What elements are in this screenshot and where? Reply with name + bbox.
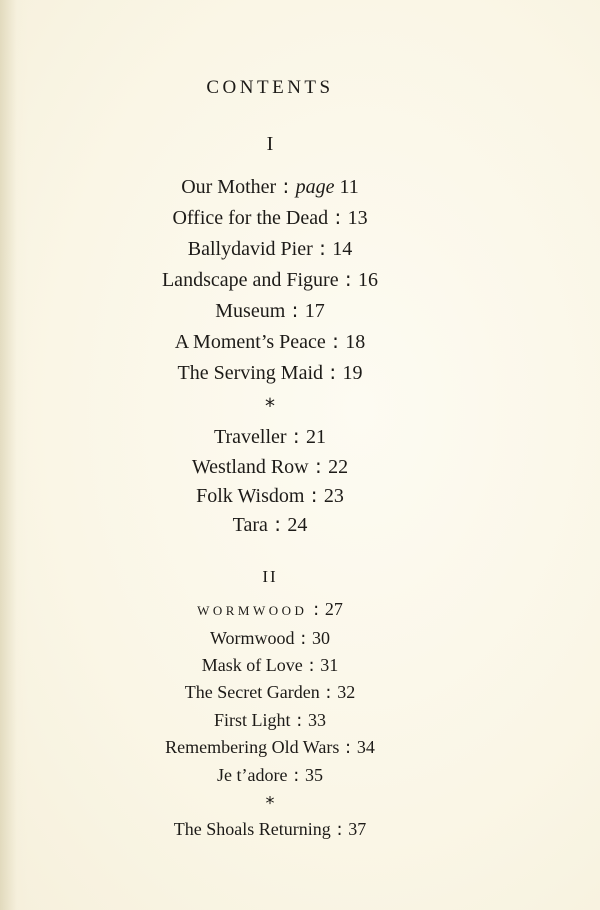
toc-entry: Remembering Old Wars : 34 — [165, 737, 375, 758]
entry-title: The Shoals Returning — [173, 819, 331, 839]
toc-entry: Ballydavid Pier : 14 — [187, 236, 353, 260]
entry-title: Traveller — [213, 426, 287, 448]
toc-entry: Folk Wisdom : 23 — [196, 483, 344, 507]
toc-entry: Museum : 17 — [215, 298, 325, 322]
entry-title: Our Mother — [181, 176, 277, 198]
spine-shadow — [0, 0, 28, 910]
entry-page: 35 — [304, 765, 323, 785]
entry-title: Office for the Dead — [172, 207, 329, 229]
toc-entry: Mask of Love : 31 — [201, 655, 339, 676]
entry-title: A Moment’s Peace — [174, 331, 326, 353]
entry-page: 17 — [304, 300, 325, 322]
divider-asterisk: * — [265, 793, 275, 814]
entry-page: 34 — [356, 737, 375, 757]
entry-page: 24 — [287, 514, 308, 536]
entry-title: Folk Wisdom — [196, 485, 305, 507]
entry-title: Ballydavid Pier — [187, 238, 313, 260]
entry-page: 33 — [308, 710, 327, 730]
entry-title: The Serving Maid — [177, 362, 324, 384]
entry-title: Westland Row — [191, 456, 309, 478]
toc-entry: First Light : 33 — [213, 710, 327, 731]
entry-page: 23 — [323, 485, 344, 507]
toc-entry: Office for the Dead : 13 — [172, 205, 368, 229]
entry-title: Landscape and Figure — [161, 269, 339, 291]
page-label: page — [295, 176, 335, 198]
toc-entry: Traveller : 21 — [213, 424, 327, 448]
toc-entry: Tara : 24 — [232, 512, 308, 536]
toc-entry: The Shoals Returning : 37 — [173, 819, 367, 840]
toc-entry: The Secret Garden : 32 — [184, 682, 356, 703]
entry-title: Remembering Old Wars — [165, 737, 340, 757]
entry-title: WORMWOOD — [197, 603, 308, 618]
entry-page: 16 — [358, 269, 379, 291]
entry-page: 18 — [345, 331, 366, 353]
entry-page: 32 — [337, 682, 356, 702]
entry-title: The Secret Garden — [184, 682, 320, 702]
toc-entry: Our Mother : page 11 — [181, 174, 359, 198]
entry-page: 21 — [306, 426, 327, 448]
toc-entry: A Moment’s Peace : 18 — [174, 329, 366, 353]
entry-page: 11 — [339, 176, 359, 198]
entry-title: Mask of Love — [201, 655, 303, 675]
entry-page: 30 — [312, 628, 331, 648]
entry-title: First Light — [213, 710, 291, 730]
divider-asterisk: * — [265, 394, 275, 418]
entry-page: 14 — [332, 238, 353, 260]
toc-entry: WORMWOOD : 27 — [197, 599, 343, 620]
entry-page: 19 — [342, 362, 363, 384]
entry-title: Tara — [232, 514, 268, 536]
toc-entry: Je t’adore : 35 — [217, 765, 323, 786]
entry-title: Museum — [215, 300, 286, 322]
entry-page: 13 — [347, 207, 368, 229]
entry-page: 22 — [328, 456, 349, 478]
section-numeral-1: I — [266, 133, 274, 155]
entry-page: 37 — [348, 819, 367, 839]
entry-title: Wormwood — [209, 628, 295, 648]
entry-page: 31 — [320, 655, 339, 675]
entry-page: 27 — [324, 599, 343, 619]
section-numeral-2: II — [262, 567, 278, 586]
contents-heading: CONTENTS — [206, 77, 334, 98]
toc-entry: Westland Row : 22 — [191, 454, 349, 478]
entry-title: Je t’adore — [217, 765, 288, 785]
toc-entry: Wormwood : 30 — [209, 628, 331, 649]
toc-entry: Landscape and Figure : 16 — [161, 267, 379, 291]
toc-entry: The Serving Maid : 19 — [177, 360, 363, 384]
